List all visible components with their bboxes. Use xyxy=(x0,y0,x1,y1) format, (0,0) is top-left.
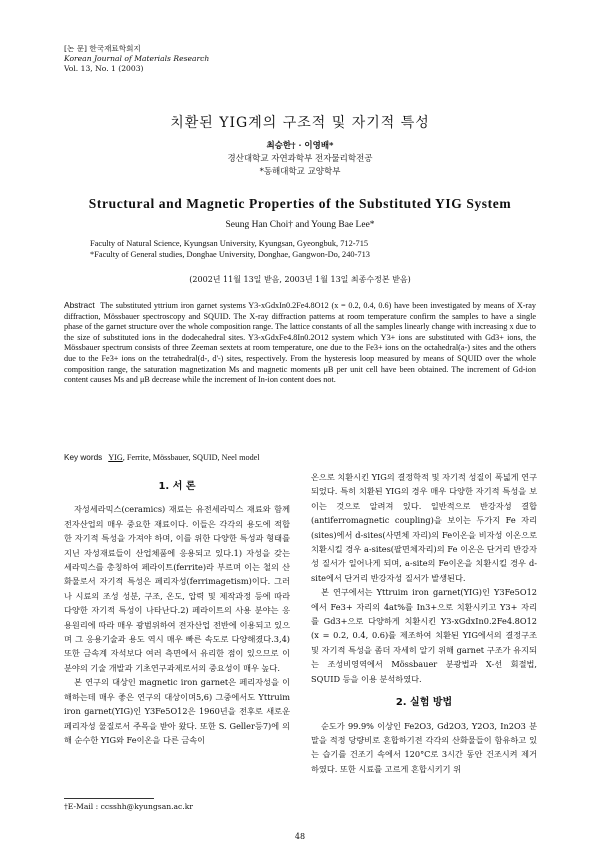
right-column xyxy=(311,470,537,776)
authors-korean: 최승한† · 이영배* xyxy=(266,141,334,151)
affiliation-korean-2: *동해대학교 교양학부 xyxy=(259,167,341,177)
keyword-yig: YIG xyxy=(108,453,123,462)
methods-paragraph-1: 순도가 99.9% 이상인 Fe2O3, Gd2O3, Y2O3, In2O3 분말을 적정 당량비로 혼합하기전 각각의 산화물들이 함유하고 있는 습기를 건조기 속에서 120°C로 3시간 동안 건조시켜 제거하였다. 또한 시료를 고르게 혼합시키기 위 xyxy=(311,720,537,774)
section-1-heading: 1. 서 론 xyxy=(158,481,196,492)
title-english: Structural and Magnetic Properties of the Substituted YIG System xyxy=(88,196,512,211)
title-korean: 치환된 YIG계의 구조적 및 자기적 특성 xyxy=(170,115,430,131)
journal-volume: Vol. 13, No. 1 (2003) xyxy=(64,64,144,73)
keywords-label: Key words xyxy=(64,453,103,462)
abstract-text: The substituted yttrium iron garnet systems Y3-xGdxIn0.2Fe4.8O12 (x = 0.2, 0.4, 0.6) have been investigated by means of X-ray diffraction, Mössbauer spectroscopy and SQUID. The X-ray diffraction patterns at room temperature confirm the samples to have a single phase of the garnet structure over the whole composition range. The lattice constants of all the samples linearly change with increasing x due to the size of substituted ions in the dodecahedral sites. Y3-xGdxFe4.8In0.2O12 system which Y3+ ions are substituted with Gd3+ ions, the Mössbauer spectrum consists of three Zeeman sextets at room temperature, one due to the Fe3+ ions on the octahedral(a-) sites and the others due to the Fe3+ ions on the tetrahedral(d-, d'-) sites, respectively. From the hysteresis loop measured by means of SQUID over the whole composition range, the saturation magnetization Ms and magnetic moments μB per unit cell have been obtained. The increment of Gd-ion content causes Ms and μB decrease while the increment of In-ion content does not. xyxy=(64,301,537,385)
intro-paragraph-1: 자성세라믹스(ceramics) 재료는 유전세라믹스 재료와 함께 전자산업의 매우 중요한 재료이다. 이들은 각각의 용도에 적합한 자기적 특성을 가져야 하며, 이를 위한 다양한 특성과 형태를 지닌 자성재료들이 산업체품에 응용되고 있다.1) 자성을 갖는 세라믹스를 총칭하여 페라이트(ferrite)라 부르며 이는 철의 산화물로서 자기적 특성은 페리자성(ferrimagetism)이다. 그러나 시료의 조성 성분, 구조, 온도, 압력 및 제작과정 등에 따라 다양한 자기적 특성이 나타난다.2) 페라이트의 사용 분야는 응용원리에 따라 매우 광범위하여 전자산업 전반에 이용되고 있으며 그 응용기술과 용도 역시 매우 빠른 속도로 다양해졌다.3,4) 또한 금속계 자석보다 여러 측면에서 유리한 점이 있으므로 이 분야의 기술 개발과 기초연구과제로서의 중요성이 매우 높다. xyxy=(64,504,290,673)
abstract xyxy=(64,300,536,386)
page-number: 48 xyxy=(294,832,306,841)
corresponding-email: †E-Mail : ccsshh@kyungsan.ac.kr xyxy=(64,802,193,811)
abstract-label: Abstract xyxy=(64,300,95,310)
keywords xyxy=(64,453,536,462)
left-column xyxy=(64,470,290,747)
intro-paragraph-4: 본 연구에서는 Yttruim iron garnet(YIG)인 Y3Fe5O12에서 Fe3+ 자리의 4at%를 In3+으로 치환시키고 Y3+ 자리를 Gd3+으로 다양하게 치환시킨 Y3-xGdxIn0.2Fe4.8O12 (x = 0.2, 0.4, 0.6)를 제조하여 치환된 YIG에서의 결정구조 및 자기적 특성을 좀더 자세히 알기 위해 garnet 구조가 유지되는 조성비영역에서 Mössbauer 분광법과 X-선 회절법, SQUID 등을 이용 분석하였다. xyxy=(311,587,537,684)
journal-header xyxy=(64,44,209,74)
journal-name-ko: [논 문] 한국재료학회지 xyxy=(64,44,141,53)
footnote-rule xyxy=(64,798,154,799)
authors-english: Seung Han Choi† and Young Bae Lee* xyxy=(225,220,375,230)
intro-paragraph-3: 온으로 치환시킨 YIG의 결정학적 및 자기적 성질이 폭넓게 연구되었다. 특히 치환된 YIG의 경우 매우 다양한 자기적 특성을 보이는 것으로 알려져 있다. 일반적으로 반강자성 결합(antiferromagnetic coupling)을 보이는 두가지 Fe 자리(sites)에서 d-sites(사면체 자리)의 Fe이온을 비자성 이온으로 치환시킬 경우 a-sites(팔면체자리)의 Fe 이온은 단거리 반강자성 질서가 일어나게 되며, a-site의 Fe이온을 치환시킬 경우 d-site에서 단거리 반강자성 질서가 발생된다. xyxy=(311,472,537,583)
intro-paragraph-2: 본 연구의 대상인 magnetic iron garnet은 페리자성을 이해하는데 매우 좋은 연구의 대상이며5,6) 그중에서도 Yttruim iron garnet(YIG)인 Y3Fe5O12은 1960년을 전후로 새로운 페리자성 물질로서 주목을 받아 왔다. 또한 S. Geller등7)에 의해 순수한 YIG와 Fe이온을 다른 금속이 xyxy=(64,677,290,745)
authors-korean-block xyxy=(0,140,600,179)
keywords-rest: , Ferrite, Mössbauer, SQUID, Neel model xyxy=(122,453,260,462)
section-2-heading: 2. 실험 방법 xyxy=(395,697,453,709)
affiliation-english-2: *Faculty of General studies, Donghae University, Donghae, Gangwon-Do, 240-713 xyxy=(90,250,370,259)
received-dates: (2002년 11월 13일 받음, 2003년 1월 13일 최종수정본 받음) xyxy=(189,275,411,284)
affiliation-korean-1: 경산대학교 자연과학부 전자물리학전공 xyxy=(227,154,373,164)
affiliation-english-1: Faculty of Natural Science, Kyungsan University, Kyungsan, Gyeongbuk, 712-715 xyxy=(90,239,369,248)
journal-name-en: Korean Journal of Materials Research xyxy=(64,54,210,63)
affiliation-english-block xyxy=(90,238,530,260)
